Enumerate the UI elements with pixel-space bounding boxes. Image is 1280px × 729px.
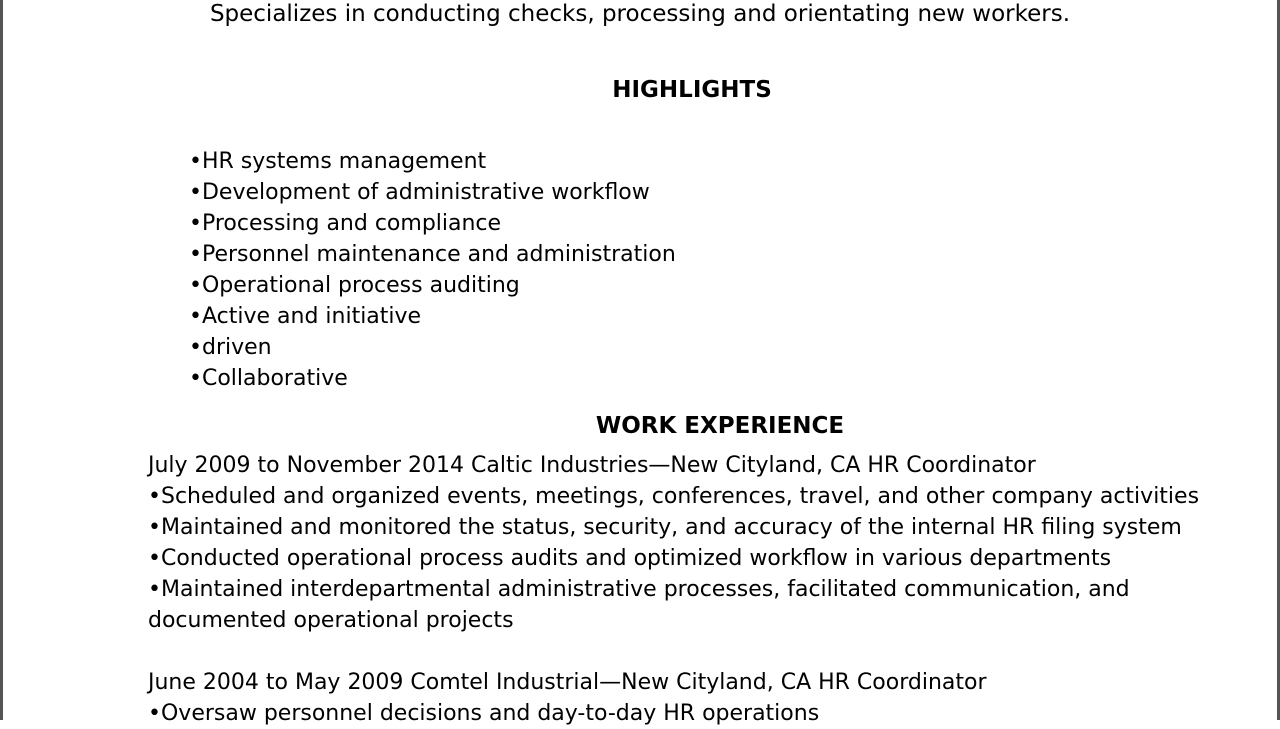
list-item: •Active and initiative [189, 304, 422, 329]
list-item: •Personnel maintenance and administration [189, 242, 676, 267]
work-experience-heading: WORK EXPERIENCE [595, 413, 845, 439]
job-header: June 2004 to May 2009 Comtel Industrial—New Cityland, CA HR Coordinator [148, 670, 987, 695]
job-bullet: •Oversaw personnel decisions and day-to-day HR operations [148, 701, 820, 726]
highlights-heading: HIGHLIGHTS [612, 77, 772, 103]
list-item: •driven [189, 335, 272, 360]
summary-text: Specializes in conducting checks, processing and orientating new workers. [209, 1, 1071, 27]
list-item: •HR systems management [189, 149, 487, 174]
list-item: •Operational process auditing [189, 273, 520, 298]
list-item: •Processing and compliance [189, 211, 502, 236]
job-bullet: •Maintained interdepartmental administrative processes, facilitated communication, and documented operational projects [148, 577, 1130, 633]
document-left-border [0, 0, 3, 720]
job-header: July 2009 to November 2014 Caltic Industries—New Cityland, CA HR Coordinator [148, 453, 1036, 478]
job-bullet: •Scheduled and organized events, meetings, conferences, travel, and other company activities [148, 484, 1200, 509]
highlights-list [189, 146, 676, 394]
job-bullet: •Conducted operational process audits and optimized workflow in various departments [148, 546, 1112, 571]
list-item: •Development of administrative workflow [189, 180, 650, 205]
list-item: •Collaborative [189, 366, 348, 391]
job-bullet: •Maintained and monitored the status, security, and accuracy of the internal HR filing system [148, 515, 1182, 540]
job-entry [148, 450, 1238, 636]
